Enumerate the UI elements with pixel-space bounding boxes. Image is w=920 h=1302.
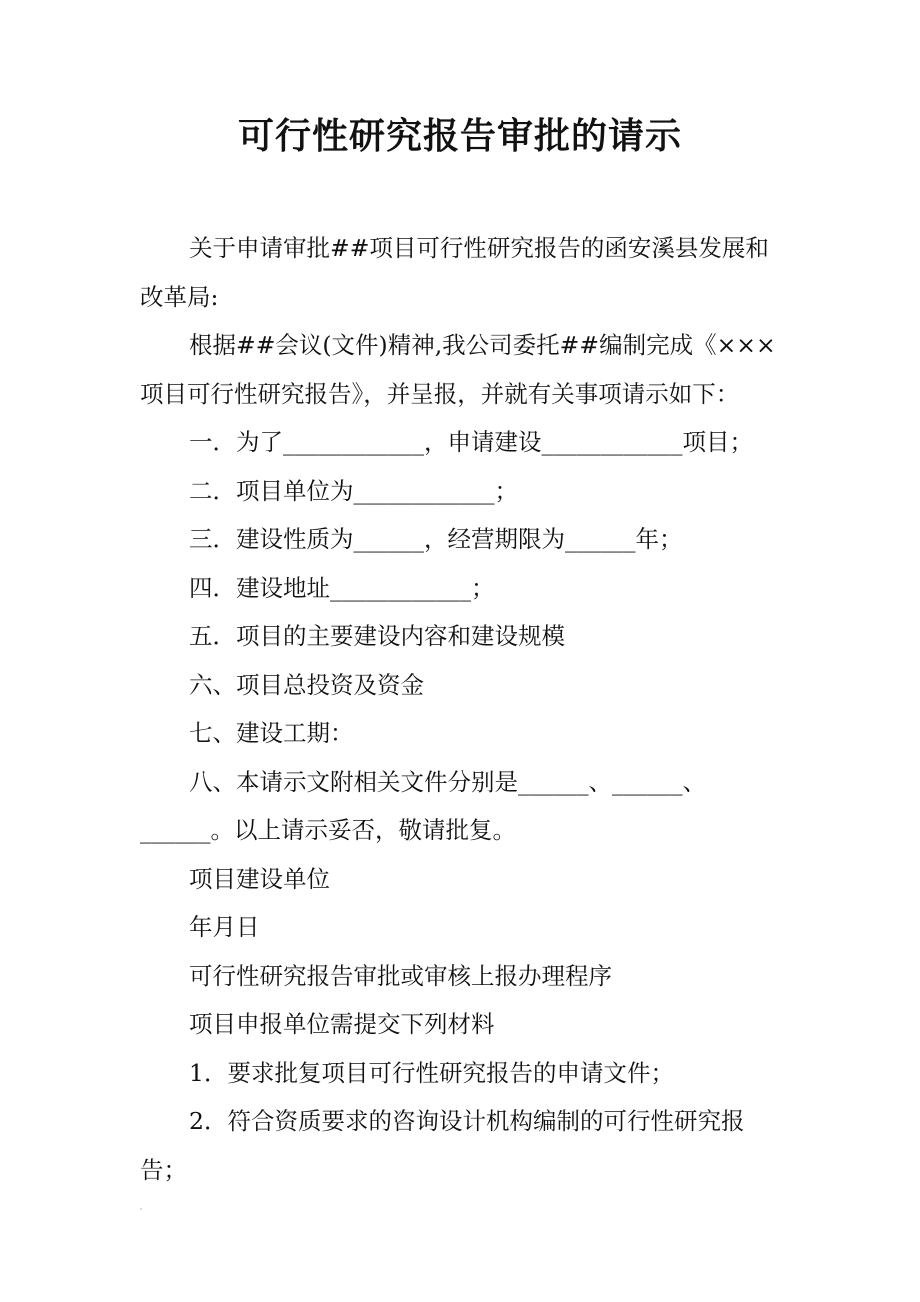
document-body [140,224,790,1194]
paragraph-item-4: 四．建设地址____________； [189,573,495,602]
paragraph-material-1: 1．要求批复项目可行性研究报告的申请文件； [189,1058,674,1087]
paragraph-date: 年月日 [189,913,260,941]
paragraph-item-2: 二．项目单位为____________； [189,476,518,505]
paragraph-material-2: 2．符合资质要求的咨询设计机构编制的可行性研究报告； [140,1107,745,1184]
paragraph-addressee: 关于申请审批##项目可行性研究报告的函安溪县发展和改革局: [140,234,769,311]
paragraph-item-8: 八、本请示文附相关文件分别是______、______、______。以上请示妥否，敬请批复。 [140,767,706,844]
paragraph-item-5: 五．项目的主要建设内容和建设规模 [189,622,565,650]
paragraph-item-1: 一．为了____________，申请建设____________项目； [189,428,753,456]
paragraph-signature-unit: 项目建设单位 [189,864,330,893]
paragraph-item-3: 三．建设性质为______，经营期限为______年； [189,525,683,553]
page-speck [140,1208,142,1210]
paragraph-materials-intro: 项目申报单位需提交下列材料 [189,1010,495,1038]
document-title: 可行性研究报告审批的请示 [237,115,682,157]
paragraph-item-6: 六、项目总投资及资金 [189,670,424,699]
paragraph-item-7: 七、建设工期： [189,719,354,747]
paragraph-basis: 根据##会议(文件)精神,我公司委托##编制完成《×××项目可行性研究报告》，并呈报，并就有关事项请示如下： [140,331,776,408]
paragraph-procedure-heading: 可行性研究报告审批或审核上报办理程序 [189,961,612,990]
